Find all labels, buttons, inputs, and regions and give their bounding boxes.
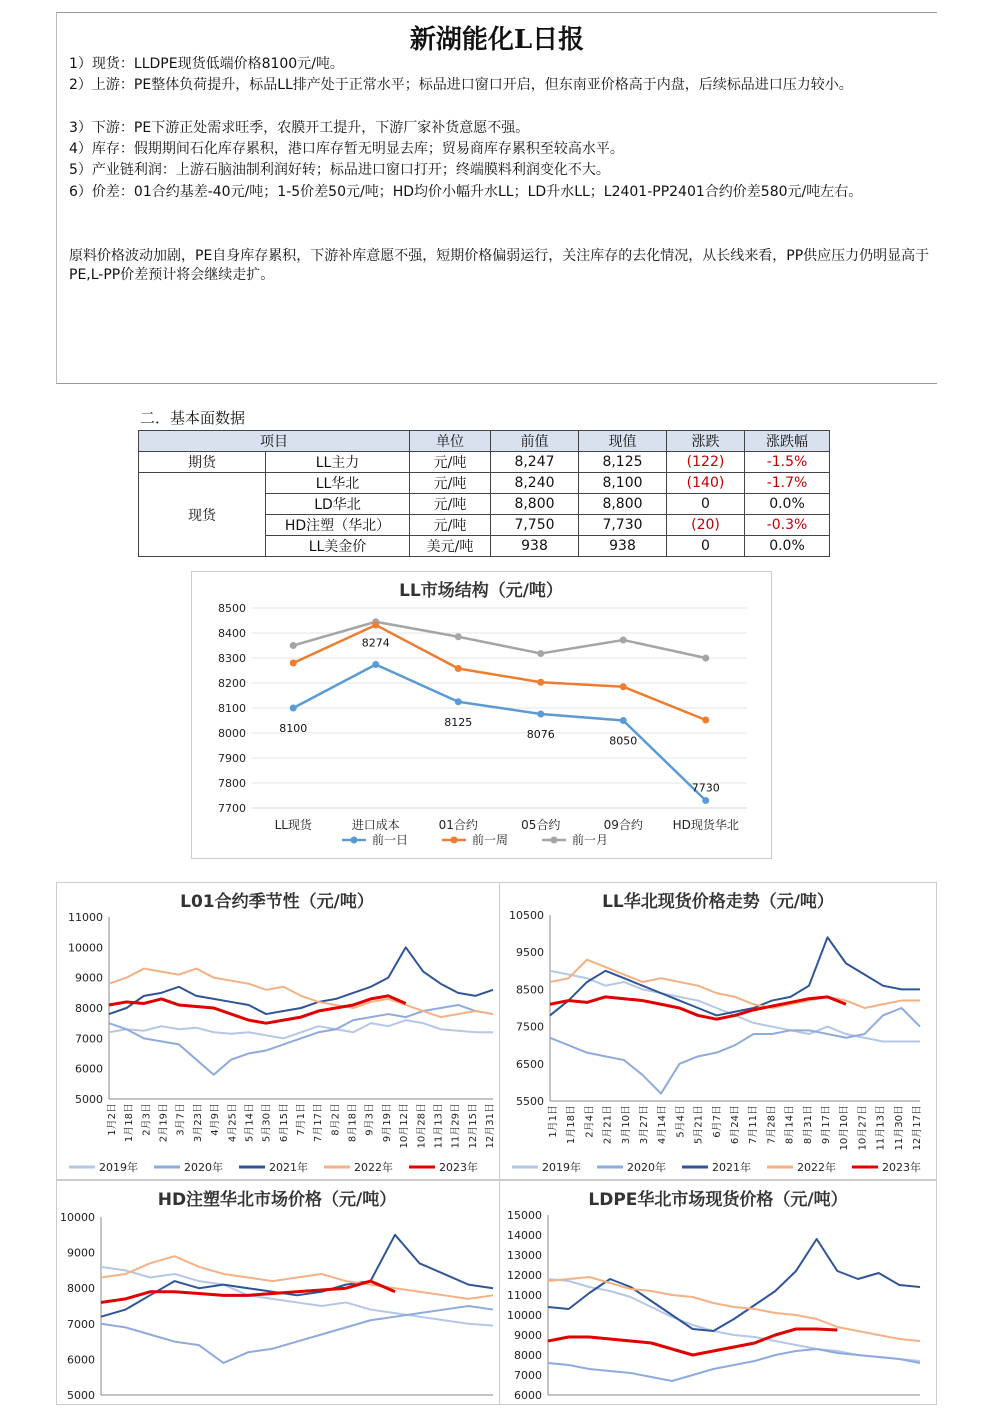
pct-cell: 0.0% (745, 494, 830, 515)
legend-label: 2021年 (712, 1161, 751, 1174)
y-tick-label: 8300 (218, 652, 246, 665)
x-tick-label: 2月4日 (584, 1105, 596, 1138)
series-line (548, 1277, 920, 1341)
data-point (702, 655, 709, 662)
report-line-1: 1）现货：LLDPE现货低端价格8100元/吨。 (69, 56, 344, 72)
x-tick-label: 7月28日 (766, 1105, 778, 1145)
chart-title: LL华北现货价格走势（元/吨） (602, 892, 834, 912)
x-tick-label: 1月18日 (566, 1105, 578, 1145)
l01-seasonality-chart (56, 882, 501, 1180)
x-tick-label: 11月13日 (875, 1105, 887, 1151)
category-cell: 现货 (139, 473, 266, 557)
y-tick-label: 5500 (516, 1095, 544, 1108)
y-tick-label: 10500 (509, 909, 544, 922)
unit-cell: 美元/吨 (410, 536, 491, 557)
legend-label: 前一月 (572, 833, 609, 847)
y-tick-label: 9500 (516, 946, 544, 960)
data-point (290, 642, 297, 649)
x-tick-label: 进口成本 (351, 818, 400, 832)
item-cell: LL美金价 (266, 536, 410, 557)
ll-market-structure-chart (191, 571, 772, 859)
x-tick-label: 12月15日 (467, 1103, 479, 1149)
x-tick-label: 1月18日 (124, 1103, 136, 1143)
x-tick-label: 1月2日 (107, 1103, 118, 1136)
legend-label: 2022年 (354, 1161, 393, 1174)
x-tick-label: 10月28日 (416, 1103, 428, 1149)
legend-label: 2021年 (269, 1161, 308, 1174)
report-line-3: 3）下游：PE下游正处需求旺季，农膜开工提升，下游厂家补货意愿不强。 (69, 120, 530, 136)
data-point (455, 698, 462, 705)
y-tick-label: 8000 (514, 1349, 542, 1362)
data-point (372, 661, 379, 668)
data-point (455, 633, 462, 640)
y-tick-label: 8100 (218, 702, 246, 715)
x-tick-label: 3月27日 (639, 1105, 650, 1145)
header-item: 项目 (139, 431, 410, 452)
unit-cell: 元/吨 (410, 473, 491, 494)
data-point (537, 711, 544, 718)
series-line (293, 622, 706, 658)
report-line-4: 4）库存：假期期间石化库存累积，港口库存暂无明显去库；贸易商库存累积至较高水平。 (69, 141, 624, 157)
x-tick-label: 12月17日 (912, 1105, 923, 1151)
x-tick-label: 05合约 (521, 818, 561, 832)
chart-title: LDPE华北市场现货价格（元/吨） (588, 1190, 848, 1210)
header-prev: 前值 (491, 431, 579, 452)
series-line (548, 1349, 920, 1381)
report-line-5: 5）产业链利润：上游石脑油制利润好转；标品进口窗口打开；终端膜料利润变化不大。 (69, 162, 610, 178)
y-tick-label: 7000 (75, 1032, 103, 1046)
legend-label: 2022年 (797, 1161, 836, 1174)
prev-cell: 938 (491, 536, 579, 557)
x-tick-label: 2月3日 (141, 1103, 153, 1136)
data-point (455, 665, 462, 672)
x-tick-label: 5月30日 (261, 1103, 273, 1143)
item-cell: LL华北 (266, 473, 410, 494)
y-tick-label: 10000 (507, 1309, 542, 1322)
x-tick-label: 5月21日 (693, 1105, 705, 1145)
x-tick-label: LL现货 (274, 818, 312, 832)
x-tick-label: 01合约 (438, 818, 478, 832)
prev-cell: 8,240 (491, 473, 579, 494)
y-tick-label: 11000 (68, 911, 103, 924)
legend-marker (551, 837, 558, 844)
data-point (620, 683, 627, 690)
y-tick-label: 13000 (507, 1249, 542, 1262)
x-tick-label: 5月14日 (244, 1103, 256, 1143)
x-tick-label: 8月18日 (347, 1103, 359, 1143)
legend-label: 2020年 (627, 1161, 666, 1174)
pct-cell: -1.7% (745, 473, 830, 494)
data-label: 8100 (279, 722, 308, 735)
curr-cell: 8,100 (579, 473, 667, 494)
change-cell: (20) (667, 515, 745, 536)
legend-label: 前一周 (472, 833, 509, 847)
data-label: 7730 (691, 781, 720, 795)
hd-injection-north-chart (56, 1180, 501, 1405)
report-line-6: 6）价差：01合约基差-40元/吨；1-5价差50元/吨；HD均价小幅升水LL；LD升水LL；L2401-PP2401合约价差580元/吨左右。 (69, 184, 863, 200)
y-tick-label: 7800 (218, 777, 246, 790)
prev-cell: 8,800 (491, 494, 579, 515)
x-tick-label: 4月9日 (210, 1103, 222, 1136)
x-tick-label: 3月10日 (620, 1105, 632, 1145)
y-tick-label: 8000 (218, 727, 246, 740)
series-line (550, 960, 920, 1008)
header-change: 涨跌 (667, 431, 745, 452)
data-label: 8274 (361, 636, 390, 650)
unit-cell: 元/吨 (410, 452, 491, 473)
change-cell: (122) (667, 452, 745, 473)
y-tick-label: 7000 (514, 1369, 542, 1382)
legend-label: 2020年 (184, 1161, 223, 1174)
y-tick-label: 7500 (516, 1020, 544, 1034)
y-tick-label: 6500 (516, 1057, 544, 1071)
x-tick-label: 10月27日 (857, 1105, 869, 1151)
data-point (290, 660, 297, 667)
x-tick-label: 11月30日 (893, 1105, 905, 1151)
x-tick-label: 10月12日 (399, 1103, 411, 1149)
legend-marker (351, 837, 358, 844)
y-tick-label: 10000 (60, 1211, 95, 1224)
data-point (290, 705, 297, 712)
x-tick-label: 8月2日 (330, 1103, 342, 1136)
x-tick-label: 9月17日 (821, 1105, 832, 1145)
y-tick-label: 8000 (75, 1002, 103, 1015)
y-tick-label: 7900 (218, 752, 246, 765)
item-cell: HD注塑（华北） (266, 515, 410, 536)
x-tick-label: 10月10日 (839, 1105, 851, 1151)
x-tick-label: HD现货华北 (672, 818, 739, 832)
data-point (702, 717, 709, 724)
series-line (550, 937, 920, 1015)
data-point (537, 679, 544, 686)
header-unit: 单位 (410, 431, 491, 452)
data-point (620, 637, 627, 644)
series-line (101, 1306, 493, 1363)
report-line-2: 2）上游：PE整体负荷提升，标品LL排产处于正常水平；标品进口窗口开启，但东南亚价格高于内盘，后续标品进口压力较小。 (69, 77, 853, 93)
prev-cell: 8,247 (491, 452, 579, 473)
x-tick-label: 6月7日 (711, 1105, 723, 1138)
data-point (372, 622, 379, 629)
x-tick-label: 6月24日 (730, 1105, 741, 1145)
chart-title: HD注塑华北市场价格（元/吨） (157, 1190, 397, 1210)
x-tick-label: 11月13日 (433, 1103, 445, 1149)
y-tick-label: 8000 (67, 1282, 95, 1296)
report-summary: 原料价格波动加剧，PE自身库存累积，下游补库意愿不强，短期价格偏弱运行，关注库存的去化情况，从长线来看，PP供应压力仍明显高于PE,L-PP价差预计将会继续走扩。 (69, 248, 930, 283)
y-tick-label: 6000 (514, 1389, 542, 1402)
series-line (550, 1008, 920, 1094)
y-tick-label: 14000 (507, 1229, 542, 1242)
y-tick-label: 5000 (67, 1389, 95, 1402)
item-cell: LL主力 (266, 452, 410, 473)
y-tick-label: 11000 (507, 1289, 542, 1302)
y-tick-label: 8400 (218, 627, 246, 640)
x-tick-label: 11月29日 (450, 1103, 462, 1149)
report-title: 新湖能化L日报 (409, 25, 585, 55)
pct-cell: 0.0% (745, 536, 830, 557)
x-tick-label: 6月15日 (278, 1103, 290, 1143)
section-heading: 二．基本面数据 (140, 409, 246, 427)
y-tick-label: 7000 (67, 1317, 95, 1331)
x-tick-label: 09合约 (603, 818, 643, 832)
item-cell: LD华北 (266, 494, 410, 515)
x-tick-label: 9月3日 (364, 1103, 376, 1136)
data-label: 8076 (526, 728, 555, 741)
y-tick-label: 6000 (75, 1062, 103, 1076)
curr-cell: 7,730 (579, 515, 667, 536)
pct-cell: -0.3% (745, 515, 830, 536)
y-tick-label: 8200 (218, 677, 246, 690)
y-tick-label: 9000 (75, 971, 103, 985)
ldpe-north-spot-chart (499, 1180, 937, 1405)
x-tick-label: 2月19日 (158, 1103, 170, 1143)
ll-north-spot-chart (499, 882, 937, 1180)
y-tick-label: 9000 (67, 1246, 95, 1260)
pct-cell: -1.5% (745, 452, 830, 473)
curr-cell: 938 (579, 536, 667, 557)
change-cell: (140) (667, 473, 745, 494)
prev-cell: 7,750 (491, 515, 579, 536)
change-cell: 0 (667, 494, 745, 515)
x-tick-label: 3月7日 (175, 1103, 187, 1136)
series-line (109, 1020, 493, 1038)
x-tick-label: 8月31日 (802, 1105, 814, 1145)
x-tick-label: 7月1日 (296, 1103, 307, 1136)
x-tick-label: 9月19日 (381, 1103, 393, 1143)
y-tick-label: 15000 (507, 1209, 542, 1222)
x-tick-label: 3月23日 (192, 1103, 204, 1143)
y-tick-label: 12000 (507, 1269, 542, 1282)
y-tick-label: 6000 (67, 1353, 95, 1367)
data-point (537, 650, 544, 657)
table-row (139, 473, 830, 494)
unit-cell: 元/吨 (410, 515, 491, 536)
fundamentals-table (138, 430, 830, 557)
x-tick-label: 7月11日 (748, 1105, 760, 1145)
legend-label: 前一日 (372, 833, 409, 847)
x-tick-label: 12月31日 (485, 1103, 496, 1149)
category-cell: 期货 (139, 452, 266, 473)
legend-marker (451, 837, 458, 844)
data-point (702, 797, 709, 804)
y-tick-label: 8500 (218, 602, 246, 615)
legend-label: 2023年 (882, 1161, 921, 1174)
header-pct: 涨跌幅 (745, 431, 830, 452)
data-label: 8050 (609, 734, 638, 748)
chart-title: L01合约季节性（元/吨） (180, 892, 374, 912)
x-tick-label: 5月4日 (675, 1105, 687, 1138)
x-tick-label: 2月21日 (602, 1105, 614, 1145)
y-tick-label: 10000 (68, 941, 103, 955)
series-line (550, 971, 920, 1042)
y-tick-label: 7700 (218, 802, 246, 815)
series-line (109, 947, 493, 1014)
table-row (139, 452, 830, 473)
curr-cell: 8,125 (579, 452, 667, 473)
data-label: 8125 (444, 715, 473, 729)
table-header-row (139, 431, 830, 452)
y-tick-label: 9000 (514, 1329, 542, 1342)
x-tick-label: 1月1日 (548, 1105, 559, 1138)
x-tick-label: 7月17日 (313, 1103, 325, 1143)
report-box (56, 12, 937, 384)
x-tick-label: 8月14日 (784, 1105, 796, 1145)
y-tick-label: 8500 (516, 983, 544, 997)
chart-title: LL市场结构（元/吨） (399, 581, 563, 601)
y-tick-label: 5000 (75, 1093, 103, 1106)
header-curr: 现值 (579, 431, 667, 452)
data-point (620, 717, 627, 724)
x-tick-label: 4月25日 (227, 1103, 239, 1143)
legend-label: 2019年 (99, 1161, 138, 1174)
change-cell: 0 (667, 536, 745, 557)
unit-cell: 元/吨 (410, 494, 491, 515)
series-line (293, 625, 706, 720)
x-tick-label: 4月14日 (657, 1105, 669, 1145)
legend-label: 2023年 (439, 1161, 478, 1174)
series-line (548, 1239, 920, 1331)
curr-cell: 8,800 (579, 494, 667, 515)
legend-label: 2019年 (542, 1161, 581, 1174)
